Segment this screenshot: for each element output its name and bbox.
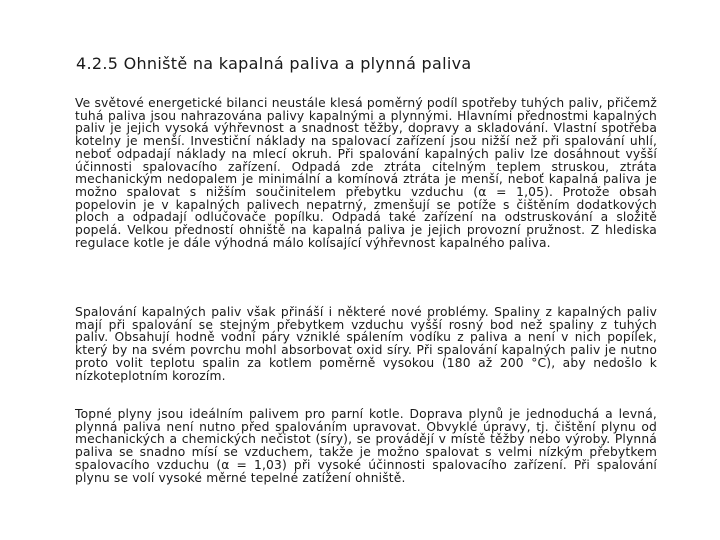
- paragraph-gas-fuels: Topné plyny jsou ideálním palivem pro parní kotle. Doprava plynů je jednoduchá a levná, plynná paliva není nutno před spalováním upravovat. Obvyklé úpravy, tj. čištění plynu od mechanických a chemických nečistot (síry), se provádějí v místě těžby nebo výroby. Plynná paliva se snadno mísí se vzduchem, takže je možno spalovat s velmi nízkým přebytkem spalovacího vzduchu (α = 1,03) při vysoké účinnosti spalovacího zařízení. Při spalování plynu se volí vysoké měrné tepelné zatížení ohniště.: [75, 407, 657, 485]
- paragraph-liquid-fuels-advantages: Ve světové energetické bilanci neustále klesá poměrný podíl spotřeby tuhých paliv, přičemž tuhá paliva jsou nahrazována palivy kapalnými a plynnými. Hlavními přednostmi kapalných paliv je jejich vysoká výhřevnost a snadnost těžby, dopravy a skladování. Vlastní spotřeba kotelny je menší. Investiční náklady na spalovací zařízení jsou nižší než při spalování uhlí, neboť odpadají náklady na mlecí okruh. Při spalování kapalných paliv lze dosáhnout vyšší účinnosti spalovacího zařízení. Odpadá zde ztráta citelným teplem struskou, ztráta mechanickým nedopalem je minimální a komínová ztráta je menší, neboť kapalná paliva je možno spalovat s nižším součinitelem přebytku vzduchu (α = 1,05). Protože obsah popelovin je v kapalných palivech nepatrný, zmenšují se potíže s čištěním dodatkových ploch a odpadají odlučovače popílku. Odpadá také zařízení na odstruskování a složitě popelá. Velkou předností ohniště na kapalná paliva je jejich provozní pružnost. Z hlediska regulace kotle je dále výhodná málo kolísající výhřevnost kapalného paliva.: [75, 96, 657, 250]
- section-heading: 4.2.5 Ohniště na kapalná paliva a plynná paliva: [76, 54, 472, 73]
- paragraph-liquid-fuels-problems: Spalování kapalných paliv však přináší i některé nové problémy. Spaliny z kapalných paliv mají při spalování se stejným přebytkem vzduchu vyšší rosný bod než spaliny z tuhých paliv. Obsahují hodně vodní páry vzniklé spálením vodíku z paliva a není v nich popílek, který by na svém povrchu mohl absorbovat oxid síry. Při spalování kapalných paliv je nutno proto volit teplotu spalin za kotlem poměrně vysokou (180 až 200 °C), aby nedošlo k nízkoteplotním korozím.: [75, 305, 657, 383]
